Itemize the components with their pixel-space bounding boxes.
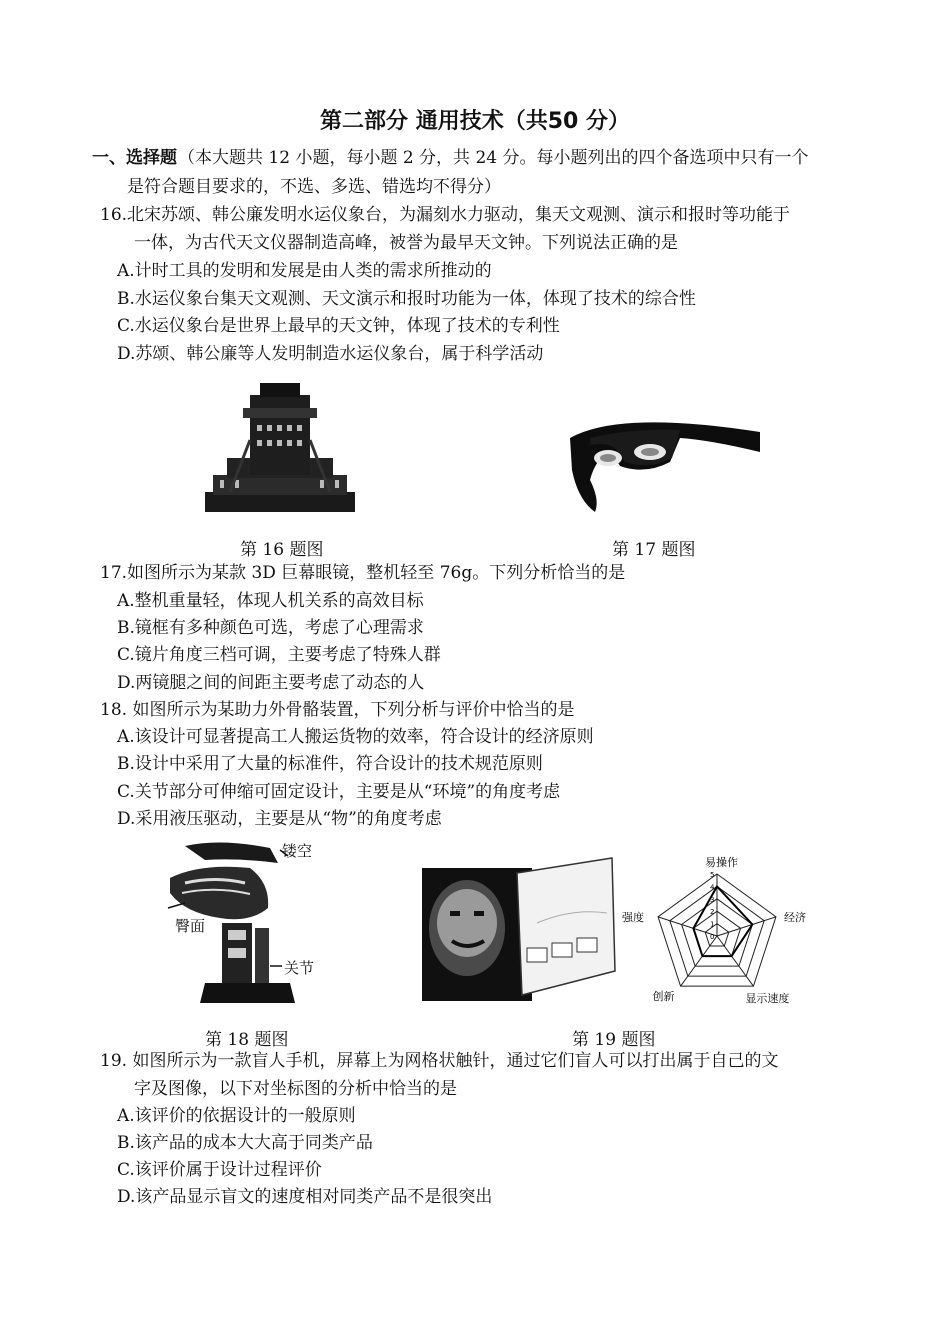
q16-stem-1: 16.北宋苏颂、韩公廉发明水运仪象台，为漏刻水力驱动，集天文观测、演示和报时等功能于 <box>100 205 791 225</box>
radar-tick-label: 3 <box>710 895 715 904</box>
q17-option-a: A.整机重量轻，体现人机关系的高效目标 <box>117 591 424 611</box>
q18-option-c: C.关节部分可伸缩可固定设计，主要是从“环境”的角度考虑 <box>117 782 561 802</box>
radar-tick-label: 2 <box>710 908 715 917</box>
radar-category-label: 强度 <box>622 910 645 924</box>
q18-option-a: A.该设计可显著提高工人搬运货物的效率，符合设计的经济原则 <box>117 727 594 747</box>
q16-option-c: C.水运仪象台是世界上最早的天文钟，体现了技术的专利性 <box>117 316 560 336</box>
q19-stem-2: 字及图像，以下对坐标图的分析中恰当的是 <box>134 1079 457 1099</box>
q19-option-b: B.该产品的成本大大高于同类产品 <box>117 1133 373 1153</box>
q16-stem-2: 一体，为古代天文仪器制造高峰，被誉为最早天文钟。下列说法正确的是 <box>134 233 678 253</box>
radar-tick-label: 0 <box>710 933 715 941</box>
fig18-caption: 第 18 题图 <box>205 1030 289 1050</box>
q16-option-d: D.苏颂、韩公廉等人发明制造水运仪象台，属于科学活动 <box>117 344 544 364</box>
q19-option-d: D.该产品显示盲文的速度相对同类产品不是很突出 <box>117 1187 493 1207</box>
section-instructions-1: （本大题共 12 小题，每小题 2 分，共 24 分。每小题列出的四个备选项中只有一个 <box>178 148 809 168</box>
page-title: 第二部分 通用技术（共50 分） <box>320 109 630 134</box>
q16-option-b: B.水运仪象台集天文观测、天文演示和报时功能为一体，体现了技术的综合性 <box>117 289 696 309</box>
radar-category-label: 易操作 <box>705 856 738 869</box>
section-heading: 一、选择题 <box>92 148 177 168</box>
radar-tick-label: 4 <box>710 883 715 892</box>
radar-tick-label: 1 <box>710 920 715 929</box>
q17-option-c: C.镜片角度三档可调，主要考虑了特殊人群 <box>117 645 441 665</box>
braille-phone-photo <box>422 853 617 1001</box>
radar-category-label: 创新 <box>652 990 675 1004</box>
fig18-label-joint: 关节 <box>284 959 315 977</box>
q18-option-b: B.设计中采用了大量的标准件，符合设计的技术规范原则 <box>117 754 543 774</box>
q16-option-a: A.计时工具的发明和发展是由人类的需求所推动的 <box>117 261 492 281</box>
q17-option-b: B.镜框有多种颜色可选，考虑了心理需求 <box>117 618 424 638</box>
radar-category-label: 显示速度 <box>745 992 790 1006</box>
q18-option-d: D.采用液压驱动，主要是从“物”的角度考虑 <box>117 809 442 829</box>
section-instructions-2: 是符合题目要求的，不选、多选、错选均不得分） <box>127 177 501 197</box>
fig18-label-hollow: 镂空 <box>282 842 313 860</box>
radar-tick-label: 5 <box>710 871 715 879</box>
q17-stem: 17.如图所示为某款 3D 巨幕眼镜，整机轻至 76g。下列分析恰当的是 <box>100 563 626 583</box>
fig16-caption: 第 16 题图 <box>240 540 324 560</box>
fig17-caption: 第 17 题图 <box>612 540 696 560</box>
radar-category-label: 经济 <box>783 910 806 924</box>
astronomical-clock-tower-image <box>205 380 355 515</box>
3d-glasses-image <box>560 400 765 515</box>
q17-option-d: D.两镜腿之间的间距主要考虑了动态的人 <box>117 673 425 693</box>
fig19-caption: 第 19 题图 <box>572 1030 656 1050</box>
q19-option-a: A.该评价的依据设计的一般原则 <box>117 1106 356 1126</box>
q19-stem-1: 19. 如图所示为一款盲人手机，屏幕上为网格状触针，通过它们盲人可以打出属于自己的文 <box>100 1051 779 1071</box>
q19-option-c: C.该评价属于设计过程评价 <box>117 1160 322 1180</box>
fig18-label-hip: 臀面 <box>175 917 206 935</box>
q18-stem: 18. 如图所示为某助力外骨骼装置，下列分析与评价中恰当的是 <box>100 700 575 720</box>
evaluation-radar-chart <box>620 848 820 1008</box>
